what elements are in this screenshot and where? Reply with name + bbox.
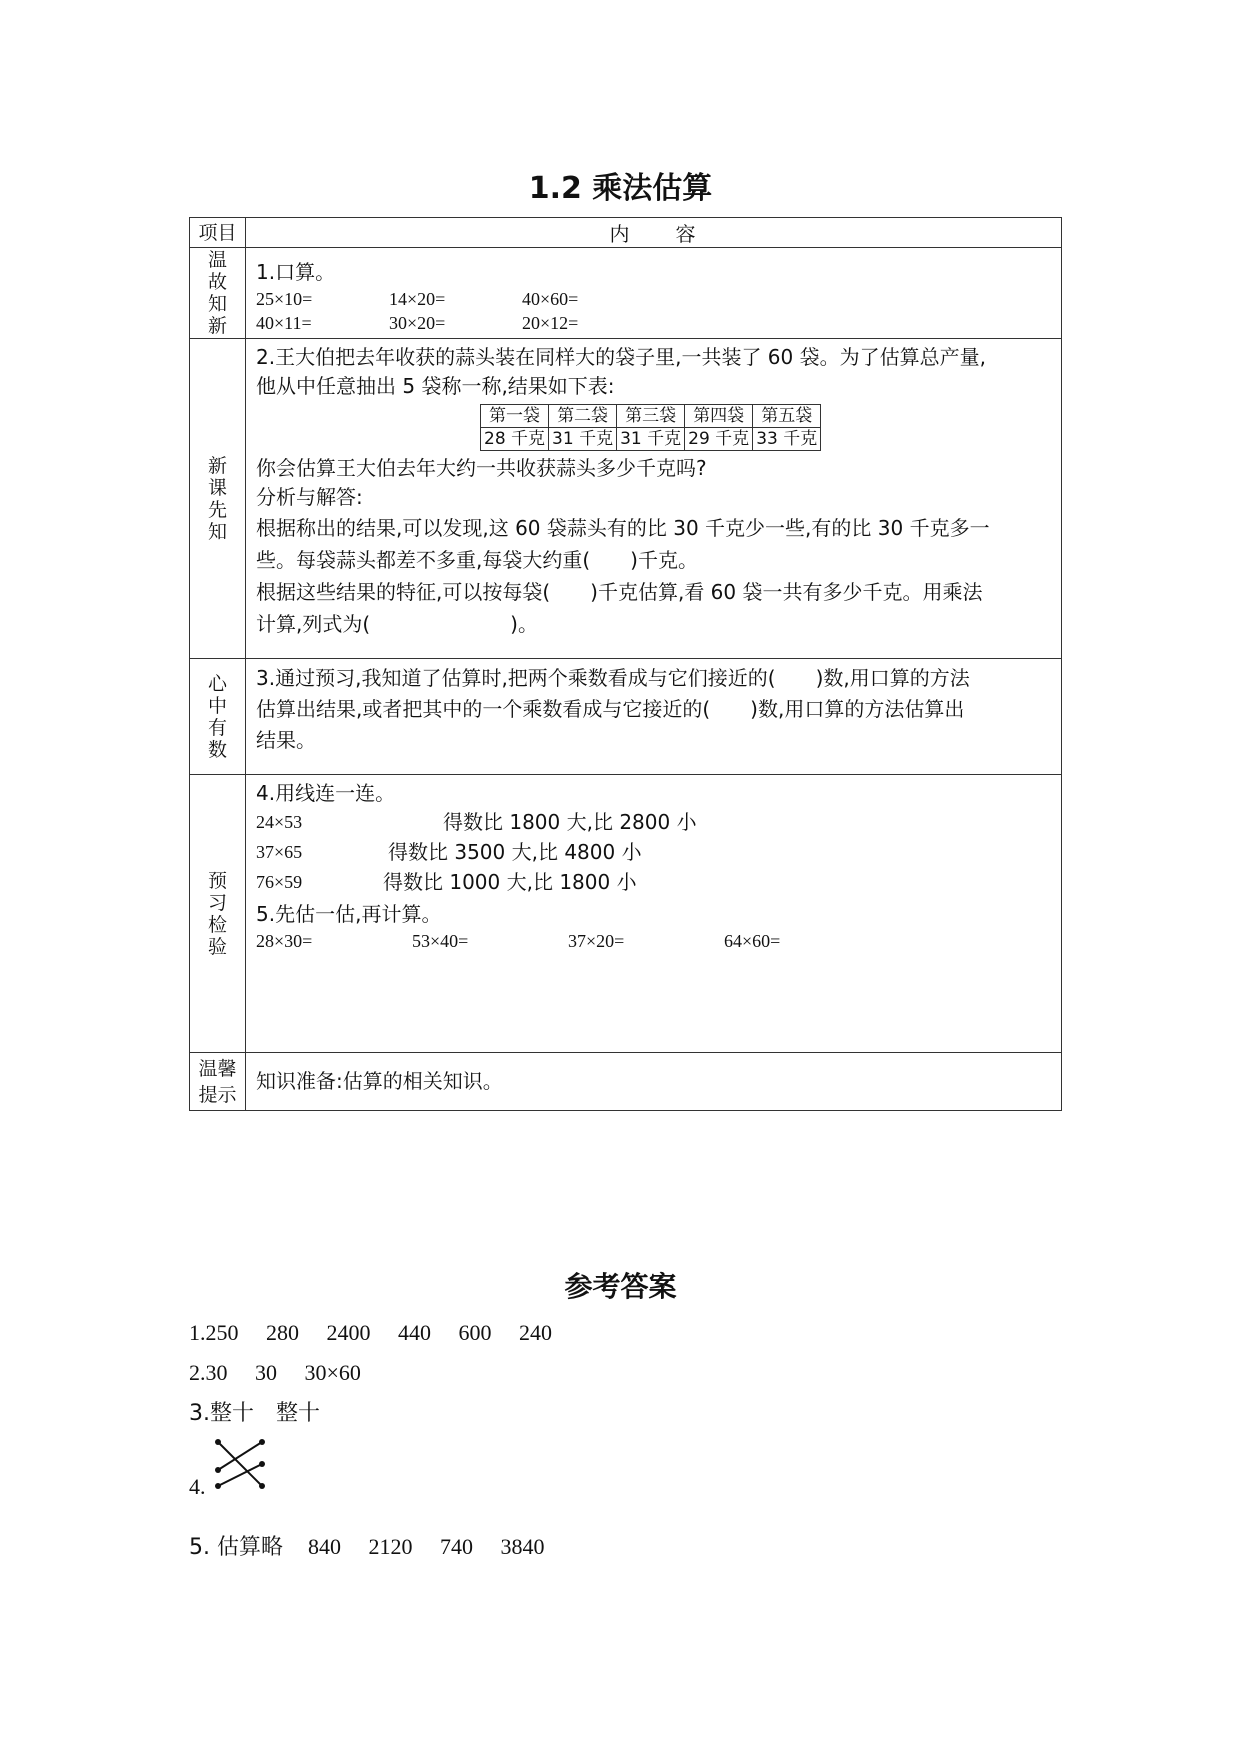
q1-title: 1.口算。 xyxy=(256,260,336,284)
match-left: 76×59 xyxy=(256,872,303,892)
answer-4: 4. xyxy=(189,1474,206,1499)
tip-text: 知识准备:估算的相关知识。 xyxy=(256,1069,503,1093)
q4-title: 4.用线连一连。 xyxy=(256,781,396,805)
analysis-p2b: 计算,列式为( )。 xyxy=(256,612,538,636)
q2-question: 你会估算王大伯去年大约一共收获蒜头多少千克吗? xyxy=(256,456,707,480)
answer-5 xyxy=(189,1530,545,1561)
bag-header: 第二袋 xyxy=(549,405,617,428)
calc: 40×11= xyxy=(256,313,312,333)
analysis-heading: 分析与解答: xyxy=(256,485,363,509)
bag-header: 第五袋 xyxy=(753,405,821,428)
bag-value: 28 千克 xyxy=(481,428,549,451)
q2-line2: 他从中任意抽出 5 袋称一称,结果如下表: xyxy=(256,374,615,398)
matching-lines-diagram xyxy=(210,1436,270,1494)
calc: 53×40= xyxy=(412,931,469,951)
match-left: 24×53 xyxy=(256,812,303,832)
calc: 30×20= xyxy=(389,313,446,333)
mind-cell xyxy=(246,659,1062,775)
calc: 25×10= xyxy=(256,289,313,309)
newlesson-cell xyxy=(246,339,1062,659)
label-mind: 心 中 有 数 xyxy=(190,659,246,775)
analysis-p2a: 根据这些结果的特征,可以按每袋( )千克估算,看 60 袋一共有多少千克。用乘法 xyxy=(256,580,983,604)
label-tip: 温馨 提示 xyxy=(190,1053,246,1111)
calc: 37×20= xyxy=(568,931,625,951)
bag-value: 33 千克 xyxy=(753,428,821,451)
header-content: 内 容 xyxy=(246,218,1062,248)
match-right: 得数比 3500 大,比 4800 小 xyxy=(388,840,642,864)
bag-header: 第四袋 xyxy=(685,405,753,428)
calc: 14×20= xyxy=(389,289,446,309)
calc: 28×30= xyxy=(256,931,313,951)
header-item: 项目 xyxy=(190,218,246,248)
bag-value: 31 千克 xyxy=(617,428,685,451)
label-preview: 预 习 检 验 xyxy=(190,775,246,1053)
answers-title: 参考答案 xyxy=(564,1270,677,1303)
page-title: 1.2 乘法估算 xyxy=(528,171,713,206)
calc: 20×12= xyxy=(522,313,579,333)
bag-value: 29 千克 xyxy=(685,428,753,451)
analysis-p1a: 根据称出的结果,可以发现,这 60 袋蒜头有的比 30 千克少一些,有的比 30 千克多一 xyxy=(256,516,990,540)
preview-cell xyxy=(246,775,1062,1053)
answer-2: 2.30 30 30×60 xyxy=(189,1360,361,1385)
q5-title: 5.先估一估,再计算。 xyxy=(256,902,442,926)
match-right: 得数比 1000 大,比 1800 小 xyxy=(383,870,637,894)
worksheet-table xyxy=(189,217,1062,1111)
label-newlesson: 新 课 先 知 xyxy=(190,339,246,659)
answer-3: 3.整十 整十 xyxy=(189,1401,320,1426)
answer-1: 1.250 280 2400 440 600 240 xyxy=(189,1320,553,1345)
review-cell xyxy=(246,248,1062,339)
calc: 64×60= xyxy=(724,931,781,951)
bag-header: 第三袋 xyxy=(617,405,685,428)
q3-line2: 估算出结果,或者把其中的一个乘数看成与它接近的( )数,用口算的方法估算出 xyxy=(256,697,965,721)
label-review: 温 故 知 新 xyxy=(190,248,246,339)
match-left: 37×65 xyxy=(256,842,303,862)
answer-5-values: 840 2120 740 3840 xyxy=(307,1534,545,1559)
calc: 40×60= xyxy=(522,289,579,309)
tip-cell xyxy=(246,1053,1062,1111)
bag-value: 31 千克 xyxy=(549,428,617,451)
answer-5-label: 5. 估算略 xyxy=(189,1535,283,1560)
bag-weight-table xyxy=(480,404,821,451)
match-right: 得数比 1800 大,比 2800 小 xyxy=(443,810,697,834)
q3-line3: 结果。 xyxy=(256,728,316,752)
q2-line1: 2.王大伯把去年收获的蒜头装在同样大的袋子里,一共装了 60 袋。为了估算总产量, xyxy=(256,345,986,369)
analysis-p1b: 些。每袋蒜头都差不多重,每袋大约重( )千克。 xyxy=(256,548,698,572)
bag-header: 第一袋 xyxy=(481,405,549,428)
q3-line1: 3.通过预习,我知道了估算时,把两个乘数看成与它们接近的( )数,用口算的方法 xyxy=(256,666,970,690)
matching-exercise xyxy=(256,808,1051,896)
